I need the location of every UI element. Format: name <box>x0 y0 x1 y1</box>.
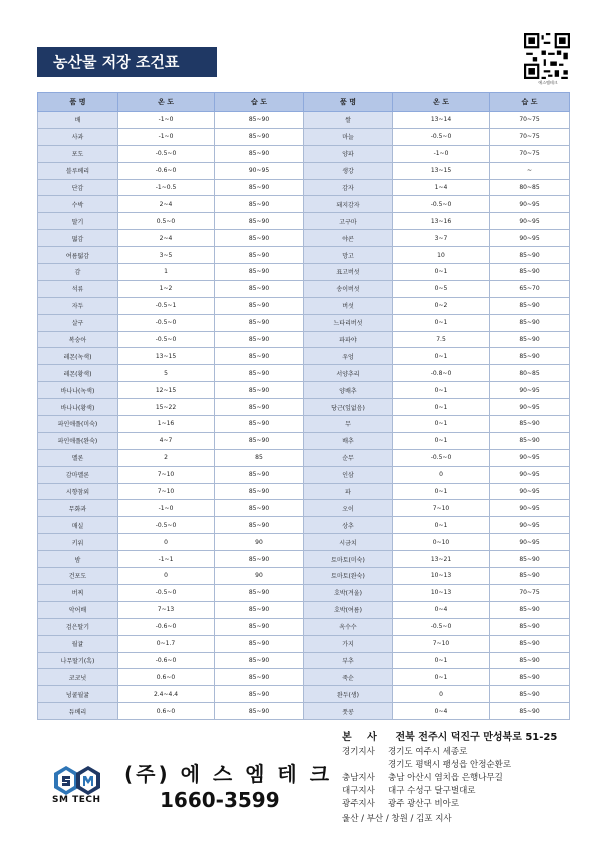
table-row <box>38 500 570 517</box>
table-row <box>38 618 570 635</box>
table-row <box>38 264 570 281</box>
temperature-cell: 2~4 <box>118 230 215 247</box>
humidity-cell: 85~90 <box>215 365 304 382</box>
humidity-cell: 85~90 <box>215 247 304 264</box>
header-humidity-1: 습 도 <box>215 93 304 112</box>
temperature-cell: -0.6~0 <box>118 618 215 635</box>
item-name-cell: 배추 <box>304 432 393 449</box>
table-row <box>38 466 570 483</box>
header-item-2: 품 명 <box>304 93 393 112</box>
table-row <box>38 213 570 230</box>
item-name-cell: 파인애플(완숙) <box>38 432 118 449</box>
humidity-cell: 85~90 <box>215 483 304 500</box>
item-name-cell: 토마토(미숙) <box>304 551 393 568</box>
temperature-cell: 0 <box>118 568 215 585</box>
item-name-cell: 사과 <box>38 128 118 145</box>
humidity-cell: 90~95 <box>490 399 570 416</box>
item-name-cell: 마늘 <box>304 128 393 145</box>
humidity-cell: 90~95 <box>490 483 570 500</box>
item-name-cell: 순무 <box>304 449 393 466</box>
humidity-cell: 85~90 <box>490 297 570 314</box>
table-row <box>38 399 570 416</box>
item-name-cell: 인삼 <box>304 466 393 483</box>
humidity-cell: 85~90 <box>215 230 304 247</box>
temperature-cell: 0~1 <box>393 264 490 281</box>
humidity-cell: 70~75 <box>490 112 570 129</box>
table-row <box>38 112 570 129</box>
temperature-cell: 7~10 <box>393 500 490 517</box>
item-name-cell: 넝쿨월귤 <box>38 686 118 703</box>
item-name-cell: 멜론 <box>38 449 118 466</box>
item-name-cell: 밤 <box>38 551 118 568</box>
humidity-cell: 85~90 <box>215 145 304 162</box>
temperature-cell: 0~1 <box>393 669 490 686</box>
temperature-cell: -0.5~0 <box>393 618 490 635</box>
temperature-cell: 0 <box>393 466 490 483</box>
item-name-cell: 감자 <box>304 179 393 196</box>
temperature-cell: 5 <box>118 365 215 382</box>
qr-caption: 에스엠테크 <box>538 80 558 85</box>
table-row <box>38 551 570 568</box>
item-name-cell: 악어배 <box>38 601 118 618</box>
item-name-cell: 쌀 <box>304 112 393 129</box>
temperature-cell: 0~5 <box>393 280 490 297</box>
temperature-cell: 2.4~4.4 <box>118 686 215 703</box>
humidity-cell: 65~70 <box>490 280 570 297</box>
temperature-cell: 0 <box>393 686 490 703</box>
table-row <box>38 196 570 213</box>
humidity-cell: 85~90 <box>490 669 570 686</box>
table-row <box>38 162 570 179</box>
table-row <box>38 483 570 500</box>
item-name-cell: 파 <box>304 483 393 500</box>
item-name-cell: 감 <box>38 264 118 281</box>
branch-address: 대구 수성구 달구벌대로 <box>388 786 476 796</box>
branch-label: 광주지사 <box>342 799 375 809</box>
temperature-cell: 0~1 <box>393 652 490 669</box>
humidity-cell: 85~90 <box>215 264 304 281</box>
temperature-cell: -0.5~0 <box>118 314 215 331</box>
temperature-cell: 0~1 <box>393 314 490 331</box>
item-name-cell: 검은딸기 <box>38 618 118 635</box>
humidity-cell: 85~90 <box>215 399 304 416</box>
hq-line <box>342 728 557 743</box>
humidity-cell: 85~90 <box>215 703 304 720</box>
temperature-cell: 0~1 <box>393 348 490 365</box>
item-name-cell: 느타리버섯 <box>304 314 393 331</box>
temperature-cell: 10~13 <box>393 584 490 601</box>
branch-address: 광주 광산구 비아로 <box>388 799 460 809</box>
temperature-cell: 0~4 <box>393 703 490 720</box>
table-row <box>38 280 570 297</box>
humidity-cell: 85~90 <box>490 652 570 669</box>
table-row <box>38 247 570 264</box>
item-name-cell: 부추 <box>304 652 393 669</box>
table-row <box>38 635 570 652</box>
item-name-cell: 야콘 <box>304 230 393 247</box>
temperature-cell: 7.5 <box>393 331 490 348</box>
table-row <box>38 297 570 314</box>
item-name-cell: 서양추리 <box>304 365 393 382</box>
temperature-cell: 1~4 <box>393 179 490 196</box>
humidity-cell: 70~75 <box>490 145 570 162</box>
temperature-cell: 3~5 <box>118 247 215 264</box>
item-name-cell: 양배추 <box>304 382 393 399</box>
temperature-cell: -1~0 <box>118 112 215 129</box>
humidity-cell: 85~90 <box>490 348 570 365</box>
branch-label: 충남지사 <box>342 773 375 783</box>
phone-number: 1660-3599 <box>160 788 280 812</box>
humidity-cell: 85~90 <box>490 331 570 348</box>
table-row <box>38 145 570 162</box>
item-name-cell: 호박(겨울) <box>304 584 393 601</box>
item-name-cell: 수박 <box>38 196 118 213</box>
humidity-cell: 85 <box>215 449 304 466</box>
item-name-cell: 오이 <box>304 500 393 517</box>
item-name-cell: 돼지감자 <box>304 196 393 213</box>
humidity-cell: 80~85 <box>490 179 570 196</box>
temperature-cell: -1~0.5 <box>118 179 215 196</box>
temperature-cell: 13~21 <box>393 551 490 568</box>
humidity-cell: 90~95 <box>490 517 570 534</box>
branch-address: 충남 아산시 염치읍 은행나무길 <box>388 773 503 783</box>
item-name-cell: 파인애플(미숙) <box>38 416 118 433</box>
temperature-cell: -1~0 <box>118 128 215 145</box>
humidity-cell: 85~90 <box>490 247 570 264</box>
item-name-cell: 호박(여름) <box>304 601 393 618</box>
temperature-cell: 0~1 <box>393 382 490 399</box>
item-name-cell: 석류 <box>38 280 118 297</box>
other-branches: 울산 / 부산 / 창원 / 김포 지사 <box>342 814 452 824</box>
item-name-cell: 살구 <box>38 314 118 331</box>
table-row <box>38 382 570 399</box>
temperature-cell: 2 <box>118 449 215 466</box>
branch-line <box>342 797 459 809</box>
humidity-cell: 90~95 <box>490 213 570 230</box>
table-row <box>38 652 570 669</box>
item-name-cell: 버섯 <box>304 297 393 314</box>
item-name-cell: 자두 <box>38 297 118 314</box>
humidity-cell: 85~90 <box>215 432 304 449</box>
humidity-cell: 85~90 <box>215 179 304 196</box>
item-name-cell: 월귤 <box>38 635 118 652</box>
humidity-cell: 85~90 <box>215 686 304 703</box>
temperature-cell: 0.5~0 <box>118 213 215 230</box>
item-name-cell: 여름떫감 <box>38 247 118 264</box>
temperature-cell: 7~13 <box>118 601 215 618</box>
table-row <box>38 314 570 331</box>
item-name-cell: 시금치 <box>304 534 393 551</box>
hq-label: 본 사 <box>342 732 383 743</box>
temperature-cell: -0.5~1 <box>118 297 215 314</box>
temperature-cell: 13~15 <box>393 162 490 179</box>
item-name-cell: 나무딸기(흑) <box>38 652 118 669</box>
table-row <box>38 568 570 585</box>
branch-line <box>342 745 467 757</box>
item-name-cell: 송이버섯 <box>304 280 393 297</box>
item-name-cell: 파파야 <box>304 331 393 348</box>
item-name-cell: 토마토(완숙) <box>304 568 393 585</box>
item-name-cell: 상추 <box>304 517 393 534</box>
table-row <box>38 584 570 601</box>
temperature-cell: 1~16 <box>118 416 215 433</box>
temperature-cell: -0.5~0 <box>393 449 490 466</box>
temperature-cell: 0.6~0 <box>118 703 215 720</box>
item-name-cell: 레몬(황색) <box>38 365 118 382</box>
item-name-cell: 딸기 <box>38 213 118 230</box>
temperature-cell: 0.6~0 <box>118 669 215 686</box>
item-name-cell: 바나나(황색) <box>38 399 118 416</box>
branch-address: 경기도 여주시 세종로 <box>388 747 468 757</box>
item-name-cell: 가지 <box>304 635 393 652</box>
temperature-cell: 7~10 <box>118 466 215 483</box>
item-name-cell: 바나나(녹색) <box>38 382 118 399</box>
temperature-cell: -0.5~0 <box>118 331 215 348</box>
humidity-cell: 85~90 <box>490 686 570 703</box>
temperature-cell: 13~15 <box>118 348 215 365</box>
temperature-cell: -0.6~0 <box>118 162 215 179</box>
item-name-cell: 시향참외 <box>38 483 118 500</box>
humidity-cell: 80~85 <box>490 365 570 382</box>
item-name-cell: 감마멜론 <box>38 466 118 483</box>
humidity-cell: 70~75 <box>490 128 570 145</box>
item-name-cell: 코코넛 <box>38 669 118 686</box>
humidity-cell: 90~95 <box>490 382 570 399</box>
temperature-cell: -0.6~0 <box>118 652 215 669</box>
temperature-cell: 0~4 <box>393 601 490 618</box>
temperature-cell: 0~1 <box>393 517 490 534</box>
humidity-cell: 85~90 <box>490 601 570 618</box>
item-name-cell: 죽순 <box>304 669 393 686</box>
humidity-cell: 85~90 <box>215 128 304 145</box>
item-name-cell: 고구마 <box>304 213 393 230</box>
humidity-cell: 85~90 <box>490 703 570 720</box>
temperature-cell: -1~0 <box>393 145 490 162</box>
item-name-cell: 포도 <box>38 145 118 162</box>
header-humidity-2: 습 도 <box>490 93 570 112</box>
item-name-cell: 블루베리 <box>38 162 118 179</box>
branch-line <box>342 758 511 770</box>
item-name-cell: 버찌 <box>38 584 118 601</box>
humidity-cell: 85~90 <box>215 635 304 652</box>
header-temp-1: 온 도 <box>118 93 215 112</box>
item-name-cell: 무 <box>304 416 393 433</box>
table-row <box>38 365 570 382</box>
table-row <box>38 669 570 686</box>
humidity-cell: 90~95 <box>490 196 570 213</box>
temperature-cell: 2~4 <box>118 196 215 213</box>
qr-code <box>524 33 570 79</box>
humidity-cell: 70~75 <box>490 584 570 601</box>
temperature-cell: -1~0 <box>118 500 215 517</box>
humidity-cell: 85~90 <box>215 280 304 297</box>
humidity-cell: 90 <box>215 568 304 585</box>
humidity-cell: 85~90 <box>490 568 570 585</box>
temperature-cell: 1 <box>118 264 215 281</box>
item-name-cell: 우엉 <box>304 348 393 365</box>
temperature-cell: 10 <box>393 247 490 264</box>
temperature-cell: -0.5~0 <box>118 517 215 534</box>
table-row <box>38 331 570 348</box>
table-row <box>38 517 570 534</box>
temperature-cell: -0.5~0 <box>393 196 490 213</box>
branch-address: 경기도 평택시 팽성읍 안정순환로 <box>388 760 512 770</box>
temperature-cell: -0.5~0 <box>118 584 215 601</box>
item-name-cell: 배 <box>38 112 118 129</box>
item-name-cell: 레몬(녹색) <box>38 348 118 365</box>
temperature-cell: 12~15 <box>118 382 215 399</box>
table-row <box>38 128 570 145</box>
humidity-cell: 90~95 <box>215 162 304 179</box>
temperature-cell: -1~1 <box>118 551 215 568</box>
temperature-cell: 0~1 <box>393 399 490 416</box>
item-name-cell: 완두(생) <box>304 686 393 703</box>
temperature-cell: -0.5~0 <box>118 145 215 162</box>
temperature-cell: 0~10 <box>393 534 490 551</box>
item-name-cell: 풋콩 <box>304 703 393 720</box>
branch-line <box>342 771 503 783</box>
temperature-cell: -0.5~0 <box>393 128 490 145</box>
temperature-cell: 3~7 <box>393 230 490 247</box>
temperature-cell: 7~10 <box>118 483 215 500</box>
humidity-cell: 85~90 <box>215 314 304 331</box>
item-name-cell: 당근(잎없음) <box>304 399 393 416</box>
temperature-cell: 0 <box>118 534 215 551</box>
temperature-cell: 0~2 <box>393 297 490 314</box>
temperature-cell: 7~10 <box>393 635 490 652</box>
hq-address: 전북 전주시 덕진구 만성북로 51-25 <box>395 732 558 743</box>
table-row <box>38 348 570 365</box>
table-row <box>38 432 570 449</box>
header-temp-2: 온 도 <box>393 93 490 112</box>
item-name-cell: 생강 <box>304 162 393 179</box>
humidity-cell: 85~90 <box>215 601 304 618</box>
humidity-cell: 85~90 <box>215 382 304 399</box>
temperature-cell: 0~1 <box>393 483 490 500</box>
item-name-cell: 키위 <box>38 534 118 551</box>
humidity-cell: 90~95 <box>490 500 570 517</box>
table-row <box>38 534 570 551</box>
humidity-cell: 85~90 <box>215 416 304 433</box>
item-name-cell: 양파 <box>304 145 393 162</box>
logo-text: SM TECH <box>52 795 101 805</box>
branch-line <box>342 784 476 796</box>
item-name-cell: 건포도 <box>38 568 118 585</box>
item-name-cell: 망고 <box>304 247 393 264</box>
temperature-cell: 0~1 <box>393 432 490 449</box>
humidity-cell: 85~90 <box>215 669 304 686</box>
temperature-cell: 0~1 <box>393 416 490 433</box>
header-item-1: 품 명 <box>38 93 118 112</box>
page-title: 농산물 저장 조건표 <box>37 47 217 77</box>
branch-label: 경기지사 <box>342 747 375 757</box>
table-header-row <box>38 93 570 112</box>
temperature-cell: 15~22 <box>118 399 215 416</box>
table-row <box>38 179 570 196</box>
table-row <box>38 686 570 703</box>
item-name-cell: 떫감 <box>38 230 118 247</box>
humidity-cell: ~ <box>490 162 570 179</box>
item-name-cell: 단감 <box>38 179 118 196</box>
table-row <box>38 703 570 720</box>
humidity-cell: 85~90 <box>490 551 570 568</box>
humidity-cell: 85~90 <box>215 618 304 635</box>
humidity-cell: 85~90 <box>215 297 304 314</box>
temperature-cell: 13~14 <box>393 112 490 129</box>
humidity-cell: 85~90 <box>215 584 304 601</box>
company-name: (주) 에 스 엠 테 크 <box>124 762 333 786</box>
table-row <box>38 230 570 247</box>
humidity-cell: 90~95 <box>490 230 570 247</box>
temperature-cell: -0.8~0 <box>393 365 490 382</box>
humidity-cell: 85~90 <box>490 618 570 635</box>
storage-table <box>37 92 570 720</box>
humidity-cell: 90 <box>215 534 304 551</box>
temperature-cell: 1~2 <box>118 280 215 297</box>
item-name-cell: 표고버섯 <box>304 264 393 281</box>
humidity-cell: 85~90 <box>215 652 304 669</box>
temperature-cell: 0~1.7 <box>118 635 215 652</box>
temperature-cell: 4~7 <box>118 432 215 449</box>
humidity-cell: 85~90 <box>490 635 570 652</box>
humidity-cell: 85~90 <box>490 432 570 449</box>
humidity-cell: 85~90 <box>215 500 304 517</box>
humidity-cell: 85~90 <box>490 264 570 281</box>
humidity-cell: 85~90 <box>215 348 304 365</box>
humidity-cell: 85~90 <box>215 517 304 534</box>
humidity-cell: 90~95 <box>490 449 570 466</box>
humidity-cell: 85~90 <box>215 466 304 483</box>
humidity-cell: 85~90 <box>490 314 570 331</box>
item-name-cell: 듀베리 <box>38 703 118 720</box>
temperature-cell: 10~13 <box>393 568 490 585</box>
item-name-cell: 매실 <box>38 517 118 534</box>
table-row <box>38 416 570 433</box>
humidity-cell: 85~90 <box>215 551 304 568</box>
table-row <box>38 601 570 618</box>
table-row <box>38 449 570 466</box>
item-name-cell: 무화과 <box>38 500 118 517</box>
humidity-cell: 85~90 <box>215 331 304 348</box>
humidity-cell: 85~90 <box>215 213 304 230</box>
humidity-cell: 90~95 <box>490 534 570 551</box>
branch-label: 대구지사 <box>342 786 375 796</box>
item-name-cell: 복숭아 <box>38 331 118 348</box>
temperature-cell: 13~16 <box>393 213 490 230</box>
humidity-cell: 85~90 <box>215 196 304 213</box>
humidity-cell: 85~90 <box>490 416 570 433</box>
item-name-cell: 옥수수 <box>304 618 393 635</box>
humidity-cell: 85~90 <box>215 112 304 129</box>
humidity-cell: 90~95 <box>490 466 570 483</box>
